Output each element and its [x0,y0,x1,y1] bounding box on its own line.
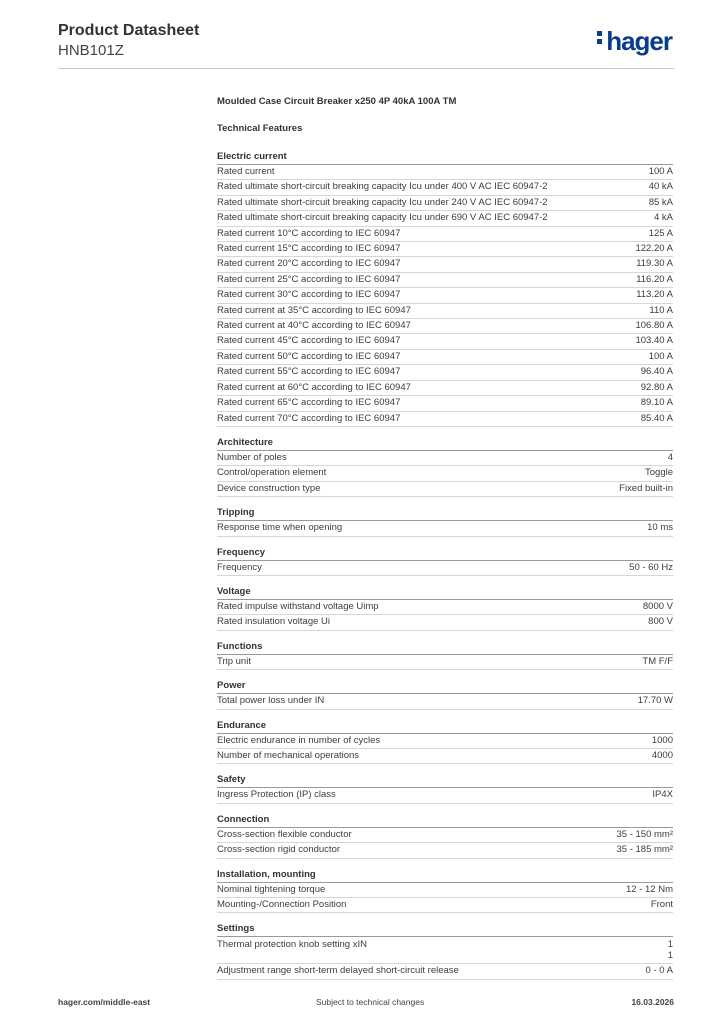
section-tripping [217,506,673,536]
feature-value: 85 kA [648,196,673,208]
logo-dots-icon [597,28,604,47]
feature-label: Rated impulse withstand voltage Uimp [217,600,379,612]
feature-value: 35 - 150 mm² [616,828,673,840]
product-title: Moulded Case Circuit Breaker x250 4P 40kA 100A TM [217,96,457,107]
header-divider [58,68,674,69]
feature-value: Toggle [645,467,673,479]
feature-value: 4000 [651,749,673,761]
hager-logo [597,26,672,57]
feature-label: Device construction type [217,482,321,494]
feature-row [217,615,673,630]
feature-row [217,734,673,749]
section-title: Functions [217,640,673,655]
section-title: Endurance [217,719,673,734]
feature-row [217,334,673,349]
feature-label: Rated current 45°C according to IEC 60947 [217,335,401,347]
feature-row [217,211,673,226]
feature-label: Number of mechanical operations [217,749,360,761]
feature-label: Rated current 55°C according to IEC 60947 [217,366,401,378]
feature-value: 106.80 A [635,320,673,332]
feature-label: Rated insulation voltage Ui [217,616,331,628]
feature-label: Rated current 30°C according to IEC 60947 [217,289,401,301]
feature-value: 89.10 A [640,397,673,409]
feature-value: 1 1 [667,939,673,962]
feature-value: 17.70 W [637,695,673,707]
feature-row [217,883,673,898]
feature-label: Cross-section flexible conductor [217,828,352,840]
feature-value: 50 - 60 Hz [629,561,673,573]
feature-row [217,396,673,411]
feature-value: 96.40 A [640,366,673,378]
feature-row [217,196,673,211]
section-power [217,679,673,709]
feature-label: Cross-section rigid conductor [217,844,341,856]
section-safety [217,773,673,803]
feature-value: 800 V [648,616,673,628]
feature-label: Rated current at 60°C according to IEC 60947 [217,381,411,393]
page-header [58,20,674,66]
technical-features-title: Technical Features [217,123,303,134]
feature-row [217,788,673,803]
feature-value: 12 - 12 Nm [626,883,673,895]
feature-row [217,843,673,858]
logo-text: hager [606,26,672,56]
feature-row [217,694,673,709]
section-architecture [217,436,673,497]
feature-row [217,521,673,536]
feature-label: Rated ultimate short-circuit breaking capacity Icu under 240 V AC IEC 60947-2 [217,196,548,208]
feature-row [217,466,673,481]
feature-label: Rated current 25°C according to IEC 60947 [217,273,401,285]
feature-value: 125 A [648,227,673,239]
section-connection [217,813,673,859]
feature-row [217,600,673,615]
feature-value: 110 A [649,304,673,316]
feature-label: Rated ultimate short-circuit breaking capacity Icu under 400 V AC IEC 60947-2 [217,181,548,193]
feature-label: Electric endurance in number of cycles [217,734,381,746]
feature-row [217,749,673,764]
feature-label: Total power loss under IN [217,695,325,707]
feature-value: 100 A [648,350,673,362]
feature-label: Adjustment range short-term delayed short-circuit release [217,965,459,977]
feature-label: Frequency [217,561,262,573]
footer-notice: Subject to technical changes [316,997,425,1007]
feature-label: Rated current 15°C according to IEC 60947 [217,243,401,255]
section-title: Settings [217,922,673,937]
feature-label: Trip unit [217,655,251,667]
section-frequency [217,546,673,576]
feature-row [217,561,673,576]
section-voltage [217,585,673,631]
feature-row [217,937,673,964]
feature-value: 116.20 A [636,273,673,285]
feature-label: Thermal protection knob setting xIN [217,939,367,951]
feature-label: Rated current 65°C according to IEC 60947 [217,397,401,409]
feature-row [217,257,673,272]
section-electric-current [217,150,673,427]
feature-row [217,180,673,195]
feature-value: 0 - 0 A [645,965,673,977]
footer-website: hager.com/middle-east [58,997,151,1007]
section-title: Electric current [217,150,673,165]
feature-row [217,412,673,427]
feature-label: Rated ultimate short-circuit breaking capacity Icu under 690 V AC IEC 60947-2 [217,212,548,224]
feature-label: Rated current 50°C according to IEC 60947 [217,350,401,362]
feature-label: Nominal tightening torque [217,883,326,895]
feature-row [217,828,673,843]
feature-value: TM F/F [642,655,673,667]
feature-row [217,319,673,334]
feature-label: Mounting-/Connection Position [217,899,347,910]
feature-label: Rated current 10°C according to IEC 60947 [217,227,401,239]
feature-label: Rated current at 40°C according to IEC 60947 [217,320,411,332]
feature-row [217,964,673,979]
section-title: Safety [217,773,673,788]
feature-row [217,451,673,466]
feature-value: 122.20 A [635,243,673,255]
feature-row [217,365,673,380]
feature-value: 92.80 A [640,381,673,393]
feature-value: 1000 [651,734,673,746]
feature-sections [217,150,673,980]
feature-label: Ingress Protection (IP) class [217,789,336,801]
feature-label: Control/operation element [217,467,327,479]
feature-row [217,350,673,365]
feature-row [217,165,673,180]
footer-date: 16.03.2026 [631,997,674,1007]
section-functions [217,640,673,670]
feature-value: 8000 V [642,600,673,612]
feature-row [217,242,673,257]
section-endurance [217,719,673,765]
feature-value: 40 kA [648,181,673,193]
section-title: Tripping [217,506,673,521]
feature-value: 35 - 185 mm² [616,844,673,856]
section-title: Architecture [217,436,673,451]
feature-value: 10 ms [647,522,673,534]
section-title: Power [217,679,673,694]
feature-label: Rated current 70°C according to IEC 60947 [217,412,401,424]
feature-row [217,898,673,913]
feature-value: Front [650,899,673,910]
feature-label: Rated current 20°C according to IEC 60947 [217,258,401,270]
section-installation-mounting [217,868,673,914]
feature-row [217,227,673,242]
feature-label: Response time when opening [217,522,343,534]
section-title: Frequency [217,546,673,561]
feature-value: 4 [667,451,673,463]
feature-row [217,482,673,497]
feature-value: IP4X [652,789,673,801]
feature-value: 113.20 A [636,289,673,301]
feature-value: 85.40 A [640,412,673,424]
feature-value: Fixed built-in [619,482,673,494]
feature-label: Rated current at 35°C according to IEC 60947 [217,304,411,316]
feature-value: 119.30 A [636,258,673,270]
feature-label: Number of poles [217,451,287,463]
feature-row [217,655,673,670]
feature-value: 100 A [648,166,673,177]
feature-value: 4 kA [653,212,673,224]
section-settings [217,922,673,979]
feature-label: Rated current [217,166,275,177]
section-title: Voltage [217,585,673,600]
feature-row [217,304,673,319]
document-title: Product Datasheet [58,22,200,39]
feature-row [217,273,673,288]
section-title: Connection [217,813,673,828]
datasheet-content [217,96,673,989]
section-title: Installation, mounting [217,868,673,883]
feature-row [217,288,673,303]
product-code: HNB101Z [58,42,124,59]
feature-row [217,381,673,396]
feature-value: 103.40 A [635,335,673,347]
